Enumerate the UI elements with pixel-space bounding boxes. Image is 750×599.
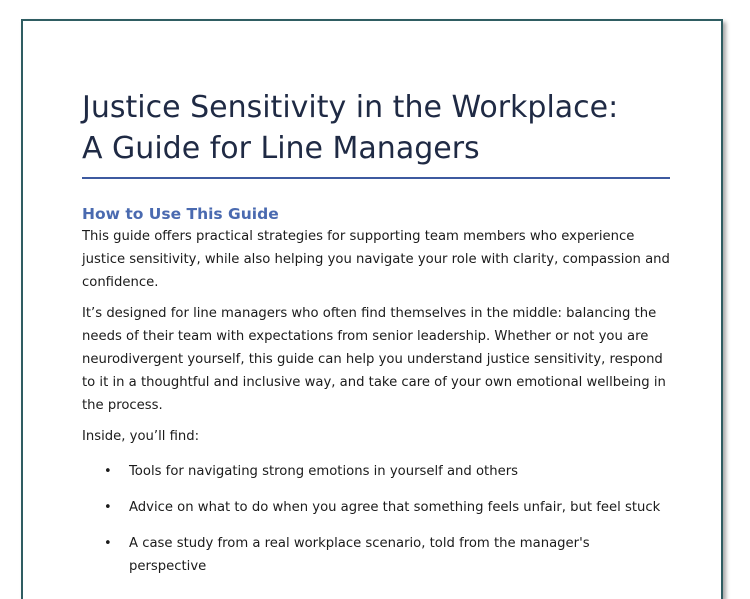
title-line-2: A Guide for Line Managers <box>82 131 480 166</box>
document-title <box>82 87 670 169</box>
section-heading: How to Use This Guide <box>82 205 279 223</box>
bullet-icon: • <box>104 535 112 551</box>
intro-paragraph: This guide offers practical strategies for supporting team members who experience justice sensitivity, while also helping you navigate your role with clarity, compassion and confidence. <box>82 229 670 290</box>
bullet-item <box>82 497 670 520</box>
document-page <box>21 19 723 599</box>
bullet-item <box>82 461 670 484</box>
inside-paragraph: Inside, you’ll find: <box>82 429 200 445</box>
bullet-item <box>82 533 670 579</box>
audience-paragraph: It’s designed for line managers who often find themselves in the middle: balancing the needs of their team with expectations from senior leadership. Whether or not you are neurodivergent yourself, this guide can help you understand justice sensitivity, respond to it in a thoughtful and inclusive way, and take care of your own emotional wellbeing in the process. <box>82 306 666 413</box>
document-content <box>82 87 670 591</box>
bullet-list <box>82 461 670 578</box>
title-line-1: Justice Sensitivity in the Workplace: <box>82 90 619 125</box>
bullet-text: Tools for navigating strong emotions in yourself and others <box>129 464 518 480</box>
bullet-icon: • <box>104 499 112 515</box>
bullet-icon: • <box>104 464 112 480</box>
title-divider <box>82 177 670 179</box>
bullet-text: Advice on what to do when you agree that something feels unfair, but feel stuck <box>129 499 661 515</box>
bullet-text: A case study from a real workplace scenario, told from the manager's perspective <box>129 535 590 574</box>
